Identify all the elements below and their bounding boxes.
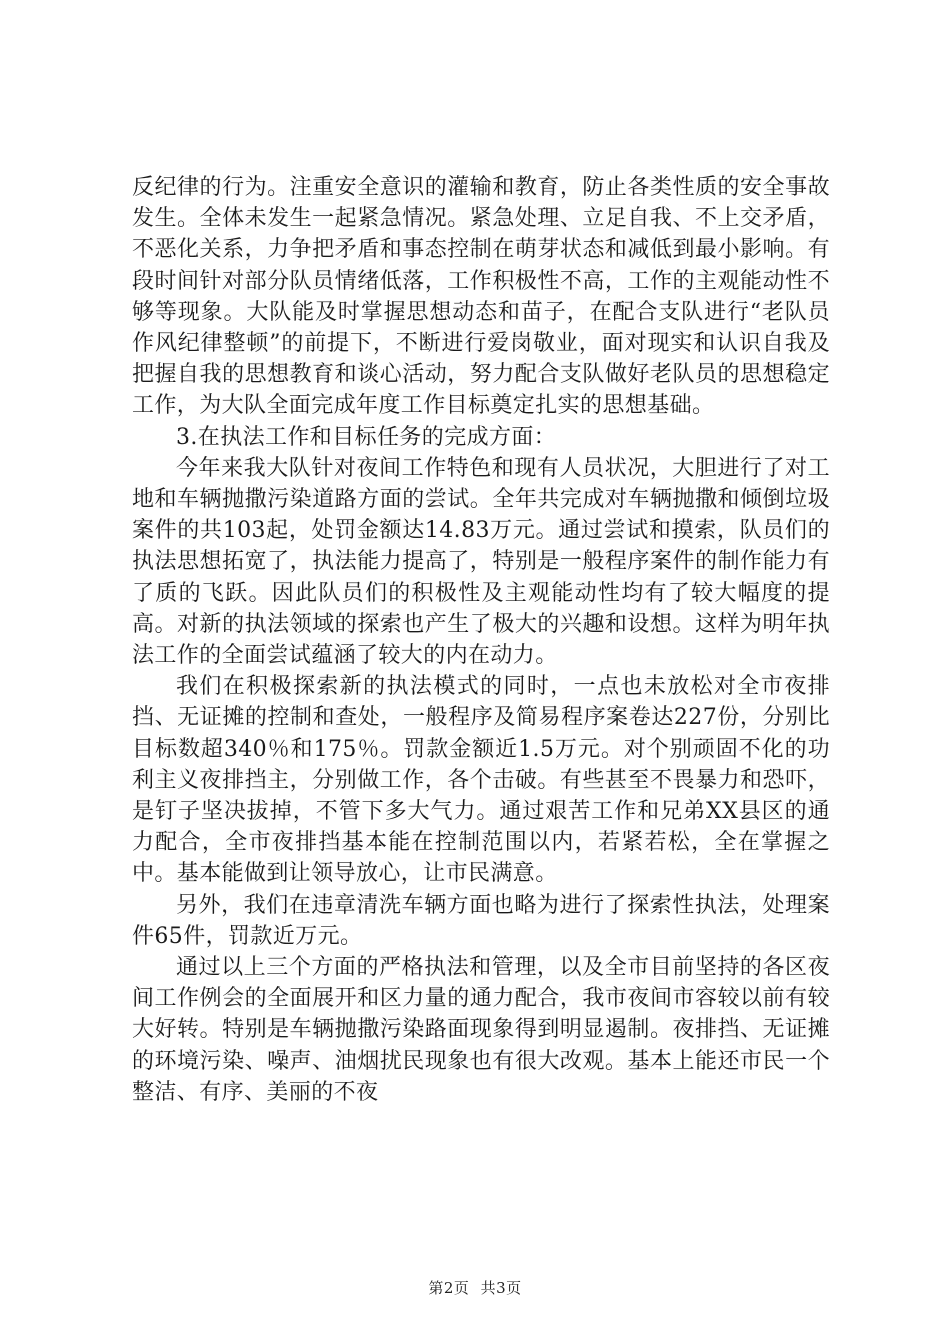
page-total: 共3页 (480, 1279, 522, 1297)
document-body (132, 172, 830, 1108)
paragraph-discipline-continued: 反纪律的行为。注重安全意识的灌输和教育，防止各类性质的安全事故发生。全体未发生一起紧急情况。紧急处理、立足自我、不上交矛盾，不恶化关系，力争把矛盾和事态控制在萌芽状态和减低到最小影响。有段时间针对部分队员情绪低落，工作积极性不高，工作的主观能动性不够等现象。大队能及时掌握思想动态和苗子，在配合支队进行“老队员作风纪律整顿”的前提下，不断进行爱岗敬业，面对现实和认识自我及把握自我的思想教育和谈心活动，努力配合支队做好老队员的思想稳定工作，为大队全面完成年度工作目标奠定扎实的思想基础。 (132, 175, 830, 419)
paragraph-vehicle-littering: 今年来我大队针对夜间工作特色和现有人员状况，大胆进行了对工地和车辆抛撒污染道路方面的尝试。全年共完成对车辆抛撒和倾倒垃圾案件的共103起，处罚金额达14.83万元。通过尝试和摸索，队员们的执法思想拓宽了，执法能力提高了，特别是一般程序案件的制作能力有了质的飞跃。因此队员们的积极性及主观能动性均有了较大幅度的提高。对新的执法领域的探索也产生了极大的兴趣和设想。这样为明年执法工作的全面尝试蕴涵了较大的内在动力。 (132, 455, 830, 669)
paragraph-summary: 通过以上三个方面的严格执法和管理，以及全市目前坚持的各区夜间工作例会的全面展开和区力量的通力配合，我市夜间市容较以前有较大好转。特别是车辆抛撒污染路面现象得到明显遏制。夜排挡、无证摊的环境污染、噪声、油烟扰民现象也有很大改观。基本上能还市民一个整洁、有序、美丽的不夜 (132, 955, 830, 1105)
section-heading-enforcement: 3.在执法工作和目标任务的完成方面： (176, 424, 557, 450)
page-footer (0, 1277, 950, 1298)
page-number: 第2页 (428, 1279, 470, 1297)
paragraph-car-washing: 另外，我们在违章清洗车辆方面也略为进行了探索性执法，处理案件65件，罚款近万元。 (132, 892, 830, 949)
paragraph-night-stalls: 我们在积极探索新的执法模式的同时，一点也未放松对全市夜排挡、无证摊的控制和查处，一般程序及简易程序案卷达227份，分别比目标数超340％和175％。罚款金额近1.5万元。对个别顽固不化的功利主义夜排挡主，分别做工作，各个击破。有些甚至不畏暴力和恐吓，是钉子坚决拔掉，不管下多大气力。通过艰苦工作和兄弟XX县区的通力配合，全市夜排挡基本能在控制范围以内，若紧若松，全在掌握之中。基本能做到让领导放心，让市民满意。 (132, 674, 830, 887)
